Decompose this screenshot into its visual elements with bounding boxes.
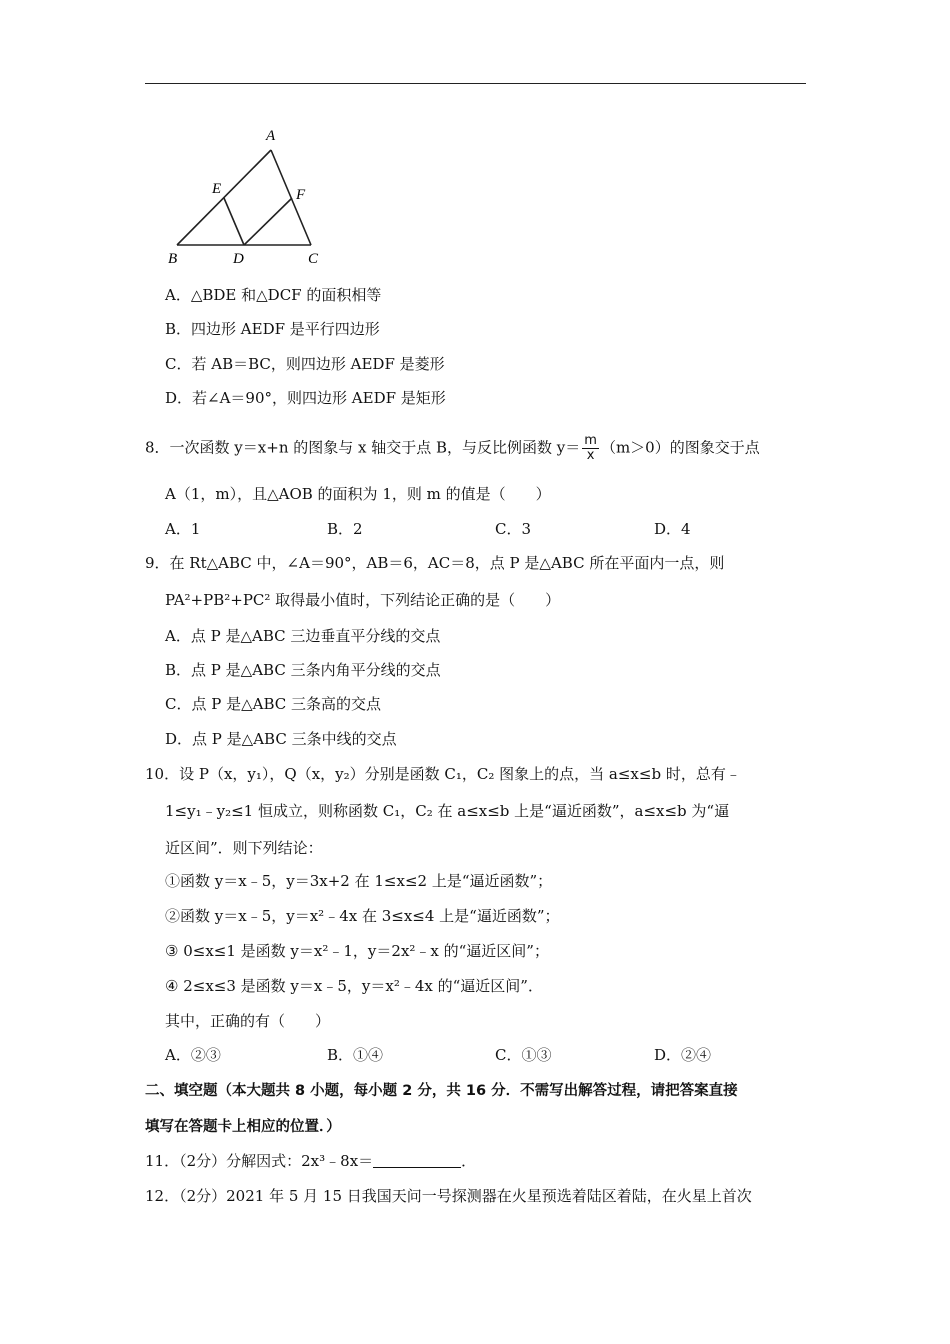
section2-heading-line2: 填写在答题卡上相应的位置．） [145, 1119, 341, 1135]
q8-choice-b: B．2 [327, 520, 363, 538]
q8-choice-d: D．4 [654, 520, 691, 538]
label-b: B [168, 251, 178, 267]
q9-option-b: B．点 P 是△ABC 三条内角平分线的交点 [165, 661, 441, 679]
q10-statement-1: ①函数 y＝x﹣5，y＝3x+2 在 1≤x≤2 上是“逼近函数”； [165, 872, 553, 890]
label-c: C [308, 251, 319, 267]
segment-df [244, 198, 292, 245]
q9-stem-line2: PA²+PB²+PC² 取得最小值时，下列结论正确的是（ ） [165, 591, 561, 609]
label-e: E [212, 181, 222, 197]
segment-ab [177, 150, 271, 245]
q7-option-b: B．四边形 AEDF 是平行四边形 [165, 320, 380, 338]
label-d: D [233, 251, 244, 267]
q8-frac-num: m [584, 433, 597, 448]
q8-stem-before: 8．一次函数 y＝x+n 的图象与 x 轴交于点 B，与反比例函数 y＝ [145, 438, 581, 457]
q10-stem-line1: 10．设 P（x，y₁），Q（x，y₂）分别是函数 C₁，C₂ 图象上的点，当 a≤x≤b 时，总有﹣ [145, 765, 741, 783]
q10-choice-a: A．②③ [165, 1046, 221, 1064]
q11-text: 11．（2分）分解因式：2x³﹣8x＝ [145, 1152, 374, 1170]
q10-stem-line3: 近区间”．则下列结论： [165, 839, 323, 857]
q9-option-a: A．点 P 是△ABC 三边垂直平分线的交点 [165, 627, 441, 645]
q8-stem-after: （m＞0）的图象交于点 [600, 438, 760, 457]
q7-option-d: D．若∠A＝90°，则四边形 AEDF 是矩形 [165, 389, 446, 407]
triangle-figure [163, 122, 323, 272]
q10-statement-4: ④ 2≤x≤3 是函数 y＝x﹣5，y＝x²﹣4x 的“逼近区间”． [165, 977, 543, 995]
q9-option-d: D．点 P 是△ABC 三条中线的交点 [165, 730, 397, 748]
q8-frac-den: x [586, 448, 595, 463]
q9-stem-line1: 9．在 Rt△ABC 中，∠A＝90°，AB＝6，AC＝8，点 P 是△ABC 所在平面内一点，则 [145, 554, 725, 572]
q12-stem-line1: 12．（2分）2021 年 5 月 15 日我国天问一号探测器在火星预选着陆区着陆，在火星上首次 [145, 1187, 752, 1205]
q10-choice-c: C．①③ [495, 1046, 552, 1064]
q10-choice-b: B．①④ [327, 1046, 384, 1064]
q8-choice-c: C．3 [495, 520, 532, 538]
q10-prompt: 其中，正确的有（ ） [165, 1012, 331, 1030]
label-f: F [296, 187, 306, 203]
section2-heading-line1: 二、填空题（本大题共 8 小题，每小题 2 分，共 16 分．不需写出解答过程，请把答案直接 [145, 1083, 738, 1099]
q8-stem-line1 [145, 434, 810, 463]
q10-choices [165, 1045, 765, 1065]
q8-stem-line2: A（1，m），且△AOB 的面积为 1，则 m 的值是（ ） [165, 485, 551, 503]
q11-answer-blank[interactable] [373, 1153, 461, 1168]
q8-choice-a: A．1 [165, 520, 201, 538]
q7-option-a: A．△BDE 和△DCF 的面积相等 [165, 286, 382, 304]
q10-stem-line2: 1≤y₁﹣y₂≤1 恒成立，则称函数 C₁，C₂ 在 a≤x≤b 上是“逼近函数”，a≤x≤b 为“逼 [165, 802, 730, 820]
q11-line [145, 1151, 810, 1171]
segment-ed [224, 198, 244, 245]
q7-option-c: C．若 AB＝BC，则四边形 AEDF 是菱形 [165, 355, 445, 373]
label-a: A [266, 128, 276, 144]
q9-option-c: C．点 P 是△ABC 三条高的交点 [165, 695, 382, 713]
q8-choices [165, 519, 765, 539]
q10-statement-3: ③ 0≤x≤1 是函数 y＝x²﹣1，y＝2x²﹣x 的“逼近区间”； [165, 942, 549, 960]
q8-fraction [582, 434, 599, 463]
header-rule [145, 83, 806, 84]
q11-end: ． [461, 1152, 477, 1170]
q10-choice-d: D．②④ [654, 1046, 712, 1064]
q10-statement-2: ②函数 y＝x﹣5，y＝x²﹣4x 在 3≤x≤4 上是“逼近函数”； [165, 907, 560, 925]
